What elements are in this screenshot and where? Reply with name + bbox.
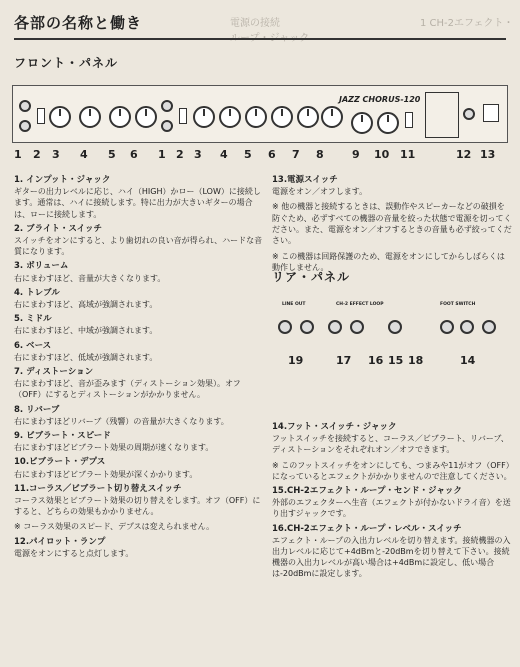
item-body: ギターの出力レベルに応じ、ハイ（HIGH）かロー（LOW）に接続します。通常は、ハイに接続します。特に出力が大きいギターの場合は、ローに接続します。 <box>14 187 261 219</box>
page-title: 各部の名称と働き <box>14 14 143 32</box>
item-body: 電源をオン／オフします。 <box>272 187 368 197</box>
roland-badge <box>425 92 459 138</box>
front-panel-diagram <box>12 85 508 143</box>
knob <box>135 106 157 128</box>
item-title: 3. ボリューム <box>14 261 69 272</box>
bleed-through-text: 電源の接続 1 CH-2エフェクト・ <box>230 18 514 29</box>
callout: 2 <box>33 148 41 161</box>
callout: 15 <box>388 354 404 367</box>
item-title: 15.CH-2エフェクト・ループ・センド・ジャック <box>272 486 462 497</box>
description-item <box>272 486 512 520</box>
item-body: 外部のエフェクターへ生音（エフェクトが付かないドライ音）を送り出すジャックです。 <box>272 498 511 519</box>
callout: 3 <box>52 148 60 161</box>
item-title: 13.電源スイッチ <box>272 175 338 185</box>
left-description-column <box>14 175 264 563</box>
item-title: 12.パイロット・ランプ <box>14 536 106 547</box>
item-body: スイッチをオンにすると、より歯切れの良い音が得られ、ハードな音質になります。 <box>14 236 263 257</box>
description-item <box>14 175 264 220</box>
description-item <box>14 367 264 401</box>
brand-logo: JAZZ CHORUS-120 <box>339 95 421 104</box>
item-body: 右にまわすほど、低域が強調されます。 <box>14 352 158 362</box>
caution-note: ※ 他の機器と接続するときは、誤動作やスピーカーなどの破損を防ぐため、必ずすべての機器の音量を絞った状態で電源を切ってください。また、電源をオン／オフするときの音量も必ず絞ってください。 <box>272 202 512 246</box>
knob <box>297 106 319 128</box>
item-title: 4. トレブル <box>14 287 60 298</box>
callout: 4 <box>220 148 228 161</box>
callout: 13 <box>480 148 496 161</box>
item-title: 8. リバーブ <box>14 404 60 415</box>
line-out-l-jack <box>300 320 314 334</box>
description-item <box>14 537 264 559</box>
callout: 4 <box>80 148 88 161</box>
description-item <box>272 422 512 456</box>
input-jack-low <box>19 120 31 132</box>
rear-panel-diagram <box>272 298 508 370</box>
item-body: 右にまわすほど、音量が大きくなります。 <box>14 273 166 283</box>
knob <box>193 106 215 128</box>
foot-switch-reverb-jack <box>460 320 474 334</box>
callout: 18 <box>408 354 424 367</box>
knob <box>377 112 399 134</box>
item-title: 9. ビブラート・スピード <box>14 431 111 442</box>
item-title: 6. ベース <box>14 340 52 351</box>
callout: 1 <box>158 148 166 161</box>
caution-note: ※ この機器は回路保護のため、電源をオンにしてからしばらくは動作しません。 <box>272 252 505 273</box>
description-item <box>14 521 264 532</box>
item-body: 右にまわすほどリバーブ（残響）の音量が大きくなります。 <box>14 416 229 426</box>
return-r-jack <box>328 320 342 334</box>
callout: 19 <box>288 354 304 367</box>
description-item <box>272 175 512 197</box>
item-title: 14.フット・スイッチ・ジャック <box>272 422 397 432</box>
item-body: コーラス効果とビブラート効果の切り替えをします。オフ（OFF）にすると、どちらの効果もかかりません。 <box>14 496 261 517</box>
item-body: 右にまわすほど、音が歪みます（ディストーション効果）。オフ（OFF）にするとディストーションがかかりません。 <box>14 379 241 400</box>
description-item <box>14 484 264 518</box>
callout: 3 <box>194 148 202 161</box>
line-out-r-jack <box>278 320 292 334</box>
callout: 14 <box>460 354 476 367</box>
item-title: 1. インプット・ジャック <box>14 175 111 185</box>
callout: 17 <box>336 354 352 367</box>
item-title: 5. ミドル <box>14 314 52 325</box>
front-callouts <box>0 148 520 168</box>
description-item <box>272 460 512 482</box>
callout: 5 <box>108 148 116 161</box>
item-title: 2. ブライト・スイッチ <box>14 223 103 234</box>
input-jack-high <box>19 100 31 112</box>
item-body: 右にまわすほど、中域が強調されます。 <box>14 326 158 336</box>
pilot-lamp <box>463 108 475 120</box>
foot-switch-distortion-jack <box>482 320 496 334</box>
knob <box>351 112 373 134</box>
return-l-jack <box>350 320 364 334</box>
description-item <box>14 405 264 427</box>
knob <box>321 106 343 128</box>
item-body: ※ このフットスイッチをオンにしても、つまみや11がオフ（OFF）になっているとエフェクトがかかりませんので注意してください。 <box>272 460 512 481</box>
knob <box>219 106 241 128</box>
item-body: 電源をオンにすると点灯します。 <box>14 548 134 558</box>
input-jack-high <box>161 100 173 112</box>
power-switch <box>483 104 499 122</box>
callout: 9 <box>352 148 360 161</box>
callout: 2 <box>176 148 184 161</box>
item-body: ※ コーラス効果のスピード、デプスは変えられません。 <box>14 522 215 532</box>
item-body: エフェクト・ループの入出力レベルを切り替えます。接続機器の入出力レベルに応じて+4dBmと-20dBmを切り替えて下さい。接続機器の入出力レベルが高い場合は+4dBmに設定し、低い場合は-20dBmに設定します。 <box>272 535 511 579</box>
knob <box>79 106 101 128</box>
knob <box>109 106 131 128</box>
item-body: 右にまわすほどビブラート効果の周期が速くなります。 <box>14 443 214 453</box>
knob <box>49 106 71 128</box>
front-panel-heading: フロント・パネル <box>14 56 119 70</box>
callout: 8 <box>316 148 324 161</box>
callout: 11 <box>400 148 416 161</box>
foot-switch-chorus-jack <box>440 320 454 334</box>
description-item <box>14 224 264 258</box>
callout: 1 <box>14 148 22 161</box>
callout: 12 <box>456 148 472 161</box>
callout: 6 <box>268 148 276 161</box>
description-item <box>14 314 264 336</box>
rear-panel-heading: リア・パネル <box>272 270 351 284</box>
description-item <box>14 261 264 283</box>
description-item <box>14 288 264 310</box>
rear-group-label: FOOT SWITCH <box>440 302 476 307</box>
send-jack <box>388 320 402 334</box>
bright-switch <box>37 108 45 124</box>
item-body: フットスイッチを接続すると、コーラス／ビブラート、リバーブ、ディストーションをそれぞれオン／オフできます。 <box>272 434 509 455</box>
callout: 10 <box>374 148 390 161</box>
callout: 7 <box>292 148 300 161</box>
bright-switch <box>179 108 187 124</box>
chorus-vibrato-switch <box>405 112 413 128</box>
rear-group-label: LINE OUT <box>282 302 306 307</box>
description-item <box>272 524 512 580</box>
item-title: 10.ビブラート・デプス <box>14 457 106 468</box>
knob <box>271 106 293 128</box>
item-title: 16.CH-2エフェクト・ループ・レベル・スイッチ <box>272 523 462 534</box>
callout: 16 <box>368 354 384 367</box>
callout: 6 <box>130 148 138 161</box>
description-item <box>14 341 264 363</box>
item-title: 7. ディストーション <box>14 367 94 378</box>
description-item <box>14 431 264 453</box>
rear-group-label: CH-2 EFFECT LOOP <box>336 302 384 307</box>
input-jack-low <box>161 120 173 132</box>
item-body: 右にまわすほどビブラート効果が深くかかります。 <box>14 469 198 479</box>
item-body: 右にまわすほど、高域が強調されます。 <box>14 300 158 310</box>
callout: 5 <box>244 148 252 161</box>
title-rule <box>14 38 506 40</box>
right-description-column <box>272 175 512 279</box>
item-title: 11.コーラス／ビブラート切り替えスイッチ <box>14 483 182 494</box>
knob <box>245 106 267 128</box>
rear-description-column <box>272 422 512 584</box>
description-item <box>14 457 264 479</box>
